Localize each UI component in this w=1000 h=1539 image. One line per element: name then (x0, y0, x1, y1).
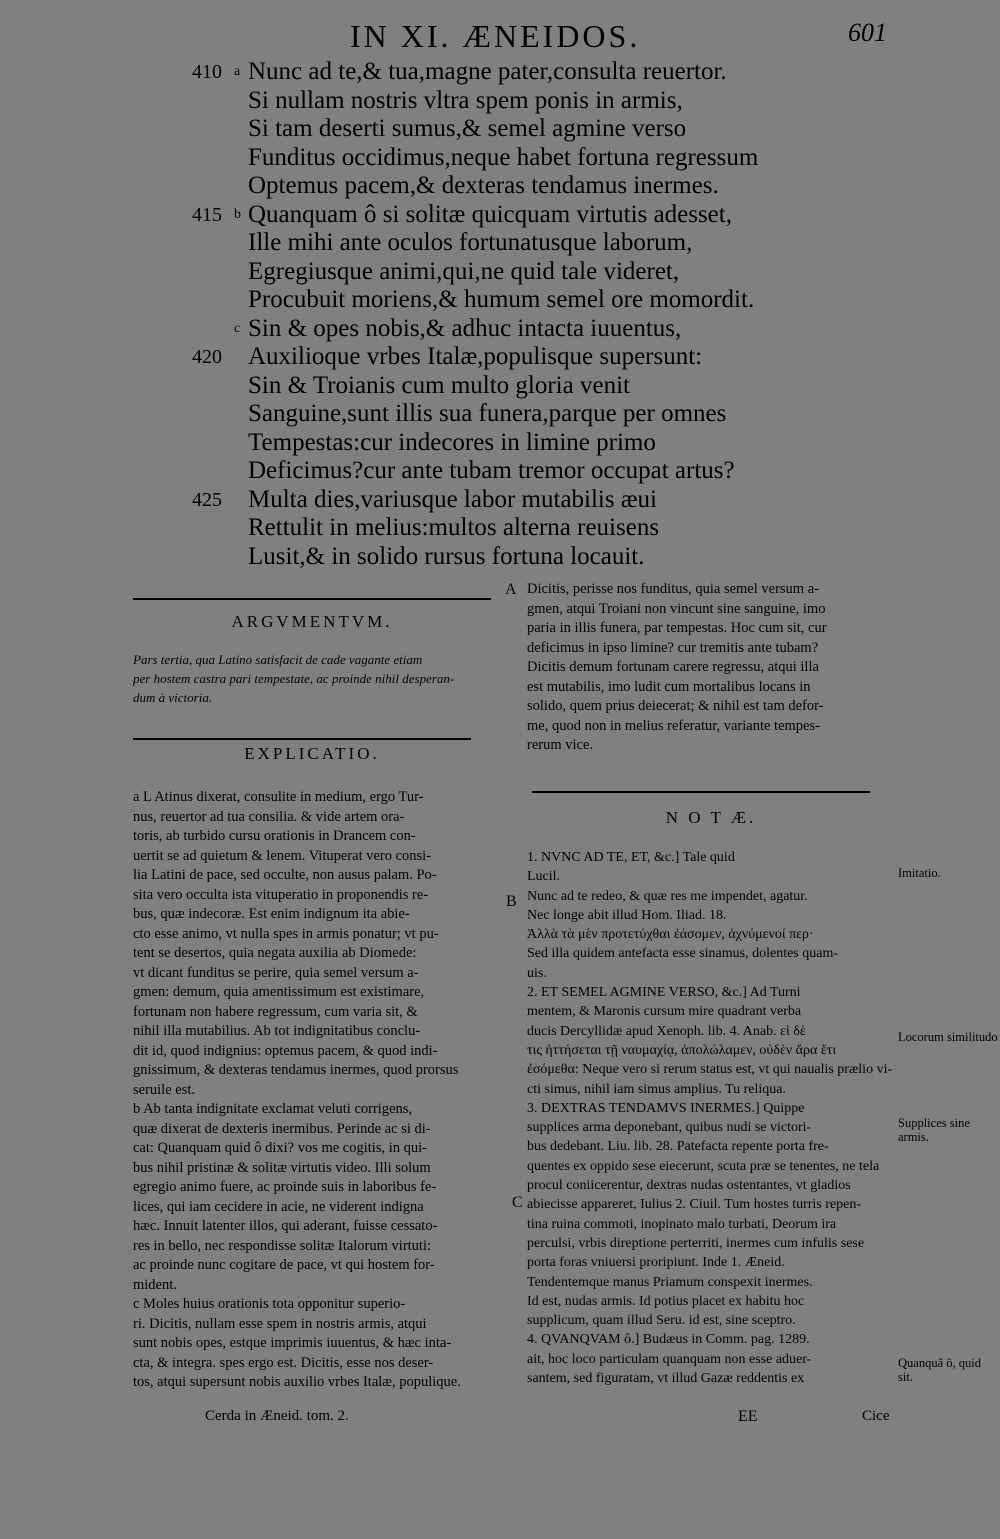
poem-line (192, 87, 758, 116)
poem-text: Rettulit in melius:multos alterna reuisens (248, 514, 660, 541)
argumentum-heading: ARGVMENTVM. (231, 612, 393, 631)
line-number (192, 372, 234, 401)
sidenote-supplices: Supplices sine armis. (898, 1116, 970, 1144)
line-number (192, 400, 234, 429)
commentary-line: est mutabilis, imo ludit cum mortalibus locans in (527, 678, 811, 695)
notae-line: Sed illa quidem antefacta esse sinamus, dolentes quam- (527, 946, 839, 962)
poem-block (192, 58, 758, 571)
notae-line: supplices arma deponebant, quibus nudi se victori- (527, 1120, 812, 1136)
catchword: Cice (862, 1408, 890, 1424)
line-number (192, 115, 234, 144)
explicatio-line: tent se desertos, quia negata auxilia ab Diomede: (133, 945, 417, 961)
poem-line (192, 286, 758, 315)
margin-letter-a: A (505, 581, 517, 598)
notae-line: 2. ET SEMEL AGMINE VERSO, &c.] Ad Turni (527, 985, 801, 1001)
poem-text: Quanquam ô si solitæ quicquam virtutis adesset, (248, 200, 732, 228)
line-number (192, 429, 234, 458)
explicatio-line: fortunam non habere regressum, cum varia sit, & (133, 1003, 418, 1020)
explicatio-line: sunt nobis opes, estque imprimis iuuentus, & hæc inta- (133, 1335, 452, 1351)
argumentum-text (133, 650, 503, 707)
poem-line (192, 372, 758, 401)
explicatio-line: nus, reuertor ad tua consilia. & vide artem ora- (133, 808, 405, 825)
explicatio-line: lia Latini de pace, sed occulte, non ausus palam. Po- (133, 867, 437, 883)
divider-rule (532, 791, 870, 793)
notae-line: Id est, nudas armis. Id potius placet ex habitu hoc (527, 1293, 805, 1309)
sidenote-quanquam: Quanquã ô, quid sit. (898, 1356, 981, 1384)
explicatio-line: tos, atqui supersunt nobis auxilio vrbes Italæ, populique. (133, 1374, 461, 1390)
commentary-line: gmen, atqui Troiani non vincunt sine sanguine, imo (527, 600, 826, 617)
line-number (192, 286, 234, 315)
notae-line: mentem, & Maronis cursum mire quadrant verba (527, 1004, 802, 1020)
note-mark (234, 457, 248, 486)
notae-line: Nunc ad te redeo, & quæ res me impendet, agatur. (527, 888, 808, 904)
note-mark (234, 229, 248, 258)
commentary-line: deficimus in ipso limine? cur tremitis ante tubam? (527, 639, 819, 656)
signature-mark: EE (738, 1408, 758, 1425)
explicatio-line: quæ dixerat de dexteris inermibus. Perinde ac si di- (133, 1120, 431, 1137)
poem-line (192, 144, 758, 173)
explicatio-line: cto esse animo, vt nulla spes in armis ponatur; vt pu- (133, 925, 439, 942)
poem-text: Si nullam nostris vltra spem ponis in armis, (248, 86, 683, 114)
poem-text: Procubuit moriens,& humum semel ore momordit. (248, 286, 755, 313)
explicatio-line: b Ab tanta indignitate exclamat veluti corrigens, (133, 1101, 413, 1117)
explicatio-line: a L Atinus dixerat, consulite in medium, ergo Tur- (133, 789, 424, 805)
note-mark (234, 400, 248, 429)
notae-line: 1. NVNC AD TE, ET, &c.] Tale quid (527, 850, 735, 865)
notae-line: procul coniicerentur, dextras nudas ostentantes, vt gladios (527, 1178, 851, 1194)
notae-line: ait, hoc loco particulam quanquam non esse aduer- (527, 1351, 812, 1367)
explicatio-line: uertit se ad quietum & lenem. Vituperat vero consi- (133, 847, 432, 864)
note-mark: c (234, 320, 241, 336)
poem-text: Sanguine,sunt illis sua funera,parque per omnes (248, 400, 727, 427)
explicatio-line: ri. Dicitis, nullam esse spem in nostris armis, atqui (133, 1315, 427, 1332)
poem-text: Auxilioque vrbes Italæ,populisque supersunt: (248, 343, 703, 370)
explicatio-line: dit id, quod indignius: optemus pacem, & quod indi- (133, 1042, 438, 1059)
poem-text: Egregiusque animi,qui,ne quid tale videret, (248, 257, 680, 285)
poem-text: Si tam deserti sumus,& semel agmine verso (248, 115, 687, 142)
poem-line (192, 201, 758, 230)
poem-line (192, 115, 758, 144)
margin-letter-c: C (512, 1194, 523, 1211)
notae-line: cti simus, nihil iam simus amplius. Tu reliqua. (527, 1081, 787, 1097)
explicatio-line: seruile est. (133, 1081, 196, 1098)
sidenote-imitatio: Imitatio. (898, 866, 941, 880)
note-mark (234, 144, 248, 173)
poem-line (192, 315, 758, 344)
poem-text: Deficimus?cur ante tubam tremor occupat artus? (248, 457, 735, 484)
note-mark: b (234, 206, 241, 222)
argumentum-line: Pars tertia, qua Latino satisfacit de cade vagante etiam (133, 652, 423, 667)
margin-letter-b: B (506, 893, 517, 910)
poem-line (192, 343, 758, 372)
page-number: 601 (848, 18, 887, 47)
catchword: Cerda in Æneid. tom. 2. (205, 1408, 349, 1424)
note-mark (234, 172, 248, 201)
poem-text: Sin & opes nobis,& adhuc intacta iuuentus, (248, 314, 682, 342)
line-number (192, 172, 234, 201)
poem-text: Funditus occidimus,neque habet fortuna regressum (248, 143, 759, 171)
line-number (192, 543, 234, 572)
poem-line (192, 429, 758, 458)
line-number (192, 258, 234, 287)
note-mark (234, 486, 248, 515)
notae-line: Tendentemque manus Priamum conspexit inermes. (527, 1274, 813, 1290)
line-number (192, 87, 234, 116)
notae-text (527, 848, 895, 1388)
argumentum-line: dum à victoria. (133, 690, 213, 705)
line-number (192, 457, 234, 486)
explicatio-line: cta, & integra. spes ergo est. Dicitis, esse nos deser- (133, 1354, 434, 1371)
note-mark (234, 286, 248, 315)
commentary-line: paria in illis funera, par tempestas. Hoc cum sit, cur (527, 620, 827, 636)
notae-line: τις ἡττήσεται τῇ ναυμαχίᾳ, ἀπολώλαμεν, οὐδὲν ἄρα ἔτι (527, 1042, 837, 1058)
explicatio-line: bus, quæ indecoræ. Est enim indignum ita abie- (133, 906, 410, 922)
explicatio-line: cat: Quanquam quid ô dixi? vos me cogitis, in qui- (133, 1140, 427, 1156)
poem-text: Tempestas:cur indecores in limine primo (248, 428, 656, 456)
line-number (192, 315, 234, 344)
notae-line: porta foras vniuersi proripiunt. Inde 1. Æneid. (527, 1255, 785, 1271)
notae-line: abiecisse appareret, Iulius 2. Ciuil. Tum hostes turris repen- (527, 1197, 861, 1213)
commentary-line: rerum vice. (527, 737, 594, 753)
explicatio-line: sita vero occulta ista vituperatio in proponendis re- (133, 886, 429, 903)
explicatio-line: res in bello, nec respondisse solitæ Italorum virtuti: (133, 1237, 432, 1254)
sidenote-locorum: Locorum similitudo (898, 1030, 998, 1044)
explicatio-line: c Moles huius orationis tota opponitur superio- (133, 1296, 406, 1312)
explicatio-text (133, 788, 505, 1393)
explicatio-line: toris, ab turbido cursu orationis in Drancem con- (133, 828, 416, 844)
explicatio-line: gnissimum, & dexteras tendamus inermes, quod prorsus (133, 1062, 459, 1078)
poem-line (192, 400, 758, 429)
poem-line (192, 543, 758, 572)
line-number: 420 (192, 346, 222, 368)
notae-line: bus dedebant. Liu. lib. 28. Patefacta repente porta fre- (527, 1139, 829, 1155)
poem-text: Optemus pacem,& dexteras tendamus inermes. (248, 172, 719, 199)
notae-line: quentes ex oppido sese eiecerunt, scuta præ se tenentes, ne tela (527, 1158, 880, 1174)
poem-line (192, 258, 758, 287)
notae-line: supplicum, quam illud Seru. id est, sine sceptro. (527, 1313, 796, 1329)
notae-line: Lucil. (527, 869, 561, 885)
note-mark (234, 258, 248, 287)
note-mark (234, 543, 248, 572)
notae-line: 4. QVANQVAM ô.] Budæus in Comm. pag. 1289. (527, 1332, 810, 1348)
poem-text: Multa dies,variusque labor mutabilis æui (248, 485, 657, 513)
poem-text: Nunc ad te,& tua,magne pater,consulta reuertor. (248, 58, 727, 85)
line-number: 410 (192, 61, 222, 83)
notae-line: Nec longe abit illud Hom. Iliad. 18. (527, 907, 727, 923)
poem-line (192, 229, 758, 258)
explicatio-heading: EXPLICATIO. (244, 744, 380, 763)
explicatio-line: vt dicant funditus se perire, quia semel versum a- (133, 964, 419, 981)
notae-heading: N O T Æ. (665, 808, 757, 827)
explicatio-line: ac proinde nunc cogitare de pace, vt qui hostem for- (133, 1257, 435, 1273)
explicatio-line: gmen: demum, quia amentissimum est existimare, (133, 984, 425, 1000)
notae-line: ἐσόμεθα: Neque vero si rerum status est, vt qui naualis prælio vi- (527, 1062, 893, 1078)
divider-rule (133, 598, 491, 600)
page-header-title: IN XI. ÆNEIDOS. (350, 18, 641, 54)
poem-text: Ille mihi ante oculos fortunatusque laborum, (248, 229, 693, 256)
note-mark (234, 514, 248, 543)
notae-line: tina ruina commoti, inopinato malo turbati, Deorum ira (527, 1216, 837, 1232)
note-mark (234, 429, 248, 458)
note-mark (234, 115, 248, 144)
poem-line (192, 457, 758, 486)
explicatio-line: hæc. Innuit latenter illos, qui aderant, fuisse cessato- (133, 1218, 438, 1234)
notae-line: ducis Dercyllidæ apud Xenoph. lib. 4. Anab. εἰ δὲ (527, 1023, 806, 1039)
note-mark (234, 343, 248, 372)
commentary-line: me, quod non in melius referatur, variante tempes- (527, 717, 820, 734)
commentary-line: solido, quem prius deiecerat; & nihil est tam defor- (527, 698, 824, 714)
line-number (192, 229, 234, 258)
line-number: 425 (192, 488, 222, 511)
line-number (192, 144, 234, 173)
note-mark (234, 372, 248, 401)
notae-line: 3. DEXTRAS TENDAMVS INERMES.] Quippe (527, 1100, 805, 1116)
explicatio-line: mident. (133, 1276, 177, 1293)
poem-text: Lusit,& in solido rursus fortuna locauit. (248, 542, 645, 570)
poem-line (192, 486, 758, 515)
poem-line (192, 58, 758, 87)
notae-line: santem, sed figuratam, vt illud Gazæ reddentis ex (527, 1371, 805, 1387)
commentary-line: Dicitis demum fortunam carere regressu, atqui illa (527, 659, 819, 675)
right-top-text (505, 580, 895, 756)
line-number (192, 514, 234, 543)
argumentum-line: per hostem castra pari tempestate, ac proinde nihil desperan- (133, 671, 455, 686)
explicatio-line: lices, qui iam cecidere in acie, ne viderent indigna (133, 1198, 424, 1215)
poem-line (192, 172, 758, 201)
note-mark (234, 87, 248, 116)
line-number: 415 (192, 203, 222, 226)
notae-line: perculsi, vrbis direptione perterriti, inermes cum infulis sese (527, 1235, 865, 1251)
commentary-line: Dicitis, perisse nos funditus, quia semel versum a- (527, 581, 819, 597)
divider-rule (133, 738, 471, 740)
explicatio-line: nihil illa mutabilius. Ab tot indignitatibus conclu- (133, 1023, 421, 1039)
explicatio-line: egregio animo fuere, ac proinde suis in laboribus fe- (133, 1179, 437, 1195)
note-mark: a (234, 64, 241, 79)
explicatio-line: bus nihil pristinæ & solitæ virtutis video. Illi solum (133, 1159, 431, 1176)
poem-text: Sin & Troianis cum multo gloria venit (248, 371, 630, 399)
poem-line (192, 514, 758, 543)
notae-line: uis. (527, 965, 547, 981)
notae-line: Ἀλλὰ τὰ μὲν προτετύχθαι ἐάσομεν, ἀχνύμενοί περ· (527, 927, 814, 943)
